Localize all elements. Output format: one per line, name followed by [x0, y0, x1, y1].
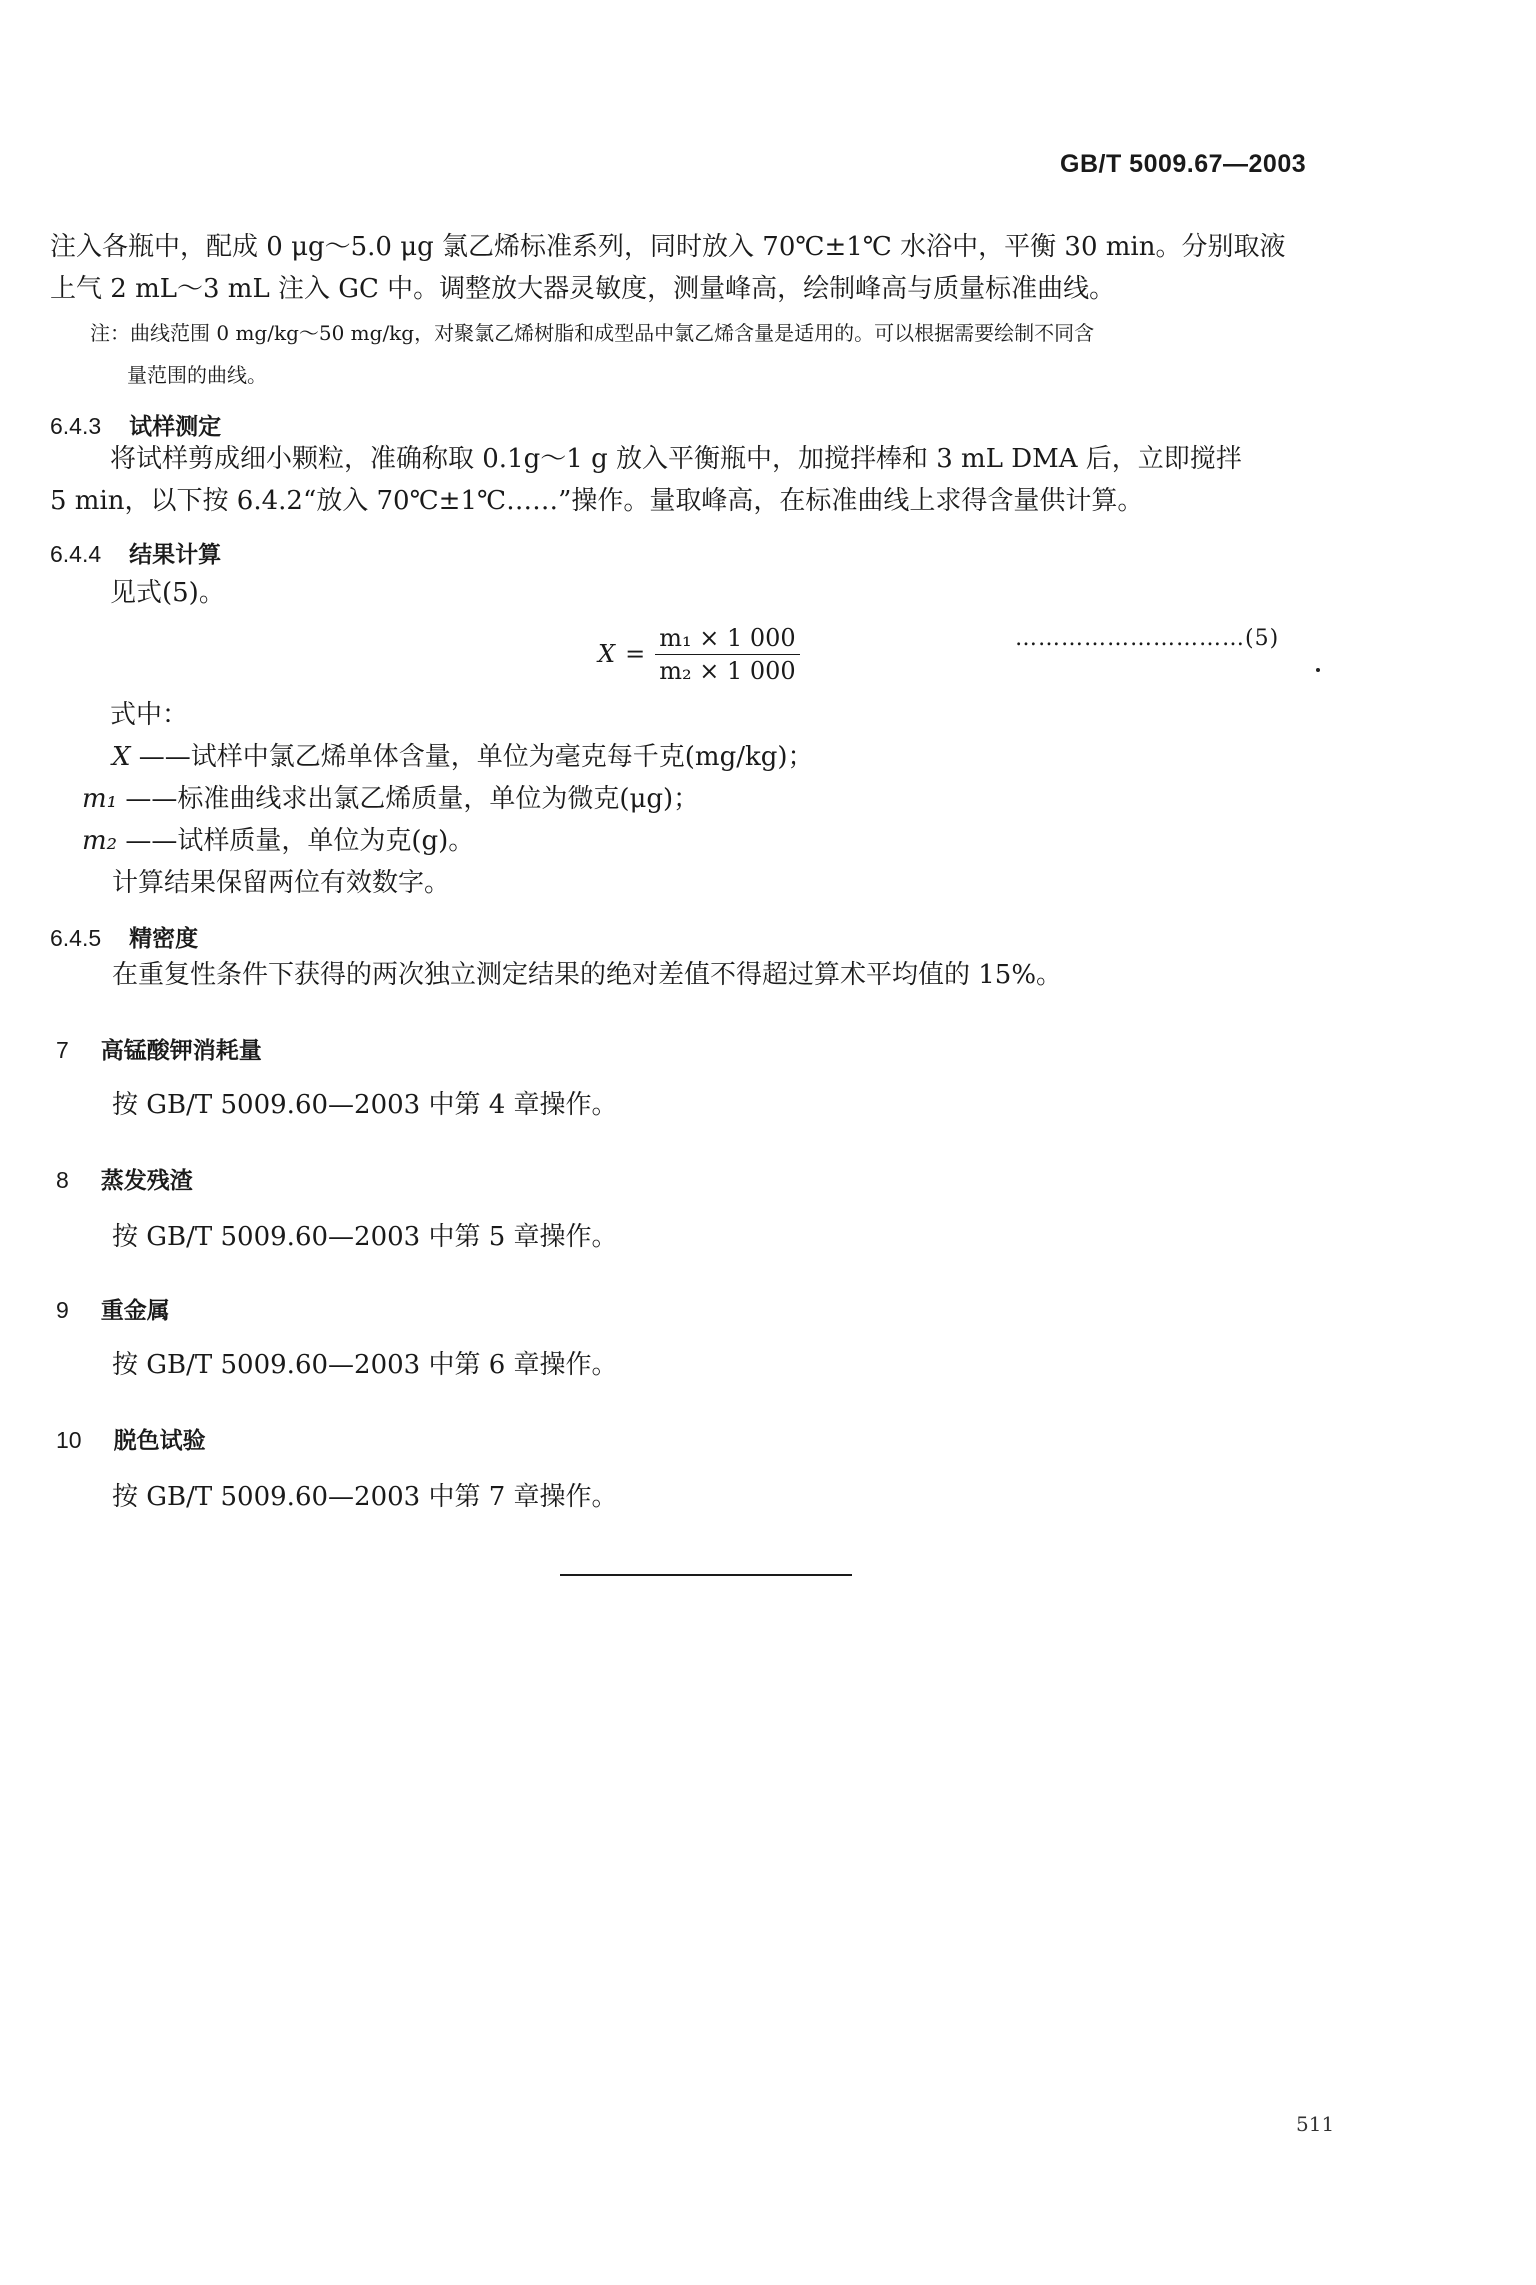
- definition-row: [82, 780, 699, 818]
- definition-text: ——试样质量，单位为克(g)。: [125, 826, 475, 856]
- intro-line-1: 注入各瓶中，配成 0 μg～5.0 μg 氯乙烯标准系列，同时放入 70℃±1℃ 水浴中，平衡 30 min。分别取液: [50, 232, 1286, 262]
- section-title: 重金属: [100, 1298, 170, 1324]
- page-number: 511: [1296, 2112, 1335, 2136]
- section-title: 精密度: [129, 926, 199, 952]
- section-number: 7: [56, 1037, 69, 1063]
- s10-text: 按 GB/T 5009.60—2003 中第 7 章操作。: [112, 1482, 618, 1512]
- section-heading-6-4-4: [50, 536, 221, 569]
- s7-text: 按 GB/T 5009.60—2003 中第 4 章操作。: [112, 1090, 618, 1120]
- section-number: 9: [56, 1297, 69, 1323]
- formula-lhs: X: [598, 640, 616, 668]
- where-label: 式中：: [110, 700, 189, 730]
- section-title: 结果计算: [129, 542, 222, 568]
- formula-equals: =: [625, 640, 646, 668]
- standard-code: GB/T 5009.67—2003: [1060, 150, 1307, 178]
- formula-denominator: m₂ × 1 000: [659, 656, 796, 685]
- section-heading-10: [56, 1422, 206, 1455]
- s643-line-1: 将试样剪成细小颗粒，准确称取 0.1g～1 g 放入平衡瓶中，加搅拌棒和 3 mL DMA 后，立即搅拌: [110, 444, 1242, 474]
- section-heading-6-4-3: [50, 408, 221, 441]
- end-of-document-rule: [560, 1574, 852, 1576]
- s8-text: 按 GB/T 5009.60—2003 中第 5 章操作。: [112, 1222, 618, 1252]
- definition-row: [82, 822, 474, 860]
- s645-text: 在重复性条件下获得的两次独立测定结果的绝对差值不得超过算术平均值的 15%。: [112, 960, 1063, 990]
- section-title: 脱色试验: [113, 1428, 206, 1454]
- formula-5: [598, 622, 800, 686]
- section-title: 高锰酸钾消耗量: [100, 1038, 262, 1064]
- definition-symbol: m₁: [82, 784, 118, 814]
- intro-line-2: 上气 2 mL～3 mL 注入 GC 中。调整放大器灵敏度，测量峰高，绘制峰高与质量标准曲线。: [50, 274, 1116, 304]
- formula-fraction: [655, 624, 799, 685]
- note-line-2: 量范围的曲线。: [127, 363, 267, 387]
- definition-text: ——试样中氯乙烯单体含量，单位为毫克每千克(mg/kg)；: [138, 742, 814, 772]
- s643-line-2: 5 min，以下按 6.4.2“放入 70℃±1℃……”操作。量取峰高，在标准曲线上求得含量供计算。: [50, 486, 1144, 516]
- definition-symbol: m₂: [82, 826, 118, 856]
- result-note: 计算结果保留两位有效数字。: [112, 868, 451, 898]
- stray-mark: [1316, 668, 1320, 672]
- s9-text: 按 GB/T 5009.60—2003 中第 6 章操作。: [112, 1350, 618, 1380]
- section-number: 8: [56, 1167, 69, 1193]
- section-heading-8: [56, 1162, 193, 1195]
- section-title: 蒸发残渣: [100, 1168, 193, 1194]
- note-line-1: 注：曲线范围 0 mg/kg～50 mg/kg，对聚氯乙烯树脂和成型品中氯乙烯含量是适用的。可以根据需要绘制不同含: [90, 321, 1095, 345]
- equation-number: …………………………(5): [1015, 626, 1280, 651]
- section-number: 6.4.4: [50, 541, 102, 567]
- definition-text: ——标准曲线求出氯乙烯质量，单位为微克(μg)；: [125, 784, 700, 814]
- section-number: 6.4.3: [50, 413, 102, 439]
- section-heading-6-4-5: [50, 920, 198, 953]
- section-number: 6.4.5: [50, 925, 102, 951]
- formula-numerator: m₁ × 1 000: [655, 624, 799, 655]
- section-number: 10: [56, 1427, 82, 1453]
- definition-symbol: X: [112, 742, 131, 772]
- section-heading-7: [56, 1032, 262, 1065]
- formula-ref: 见式(5)。: [110, 578, 225, 608]
- section-heading-9: [56, 1292, 170, 1325]
- section-title: 试样测定: [129, 414, 222, 440]
- definition-row: [112, 738, 814, 776]
